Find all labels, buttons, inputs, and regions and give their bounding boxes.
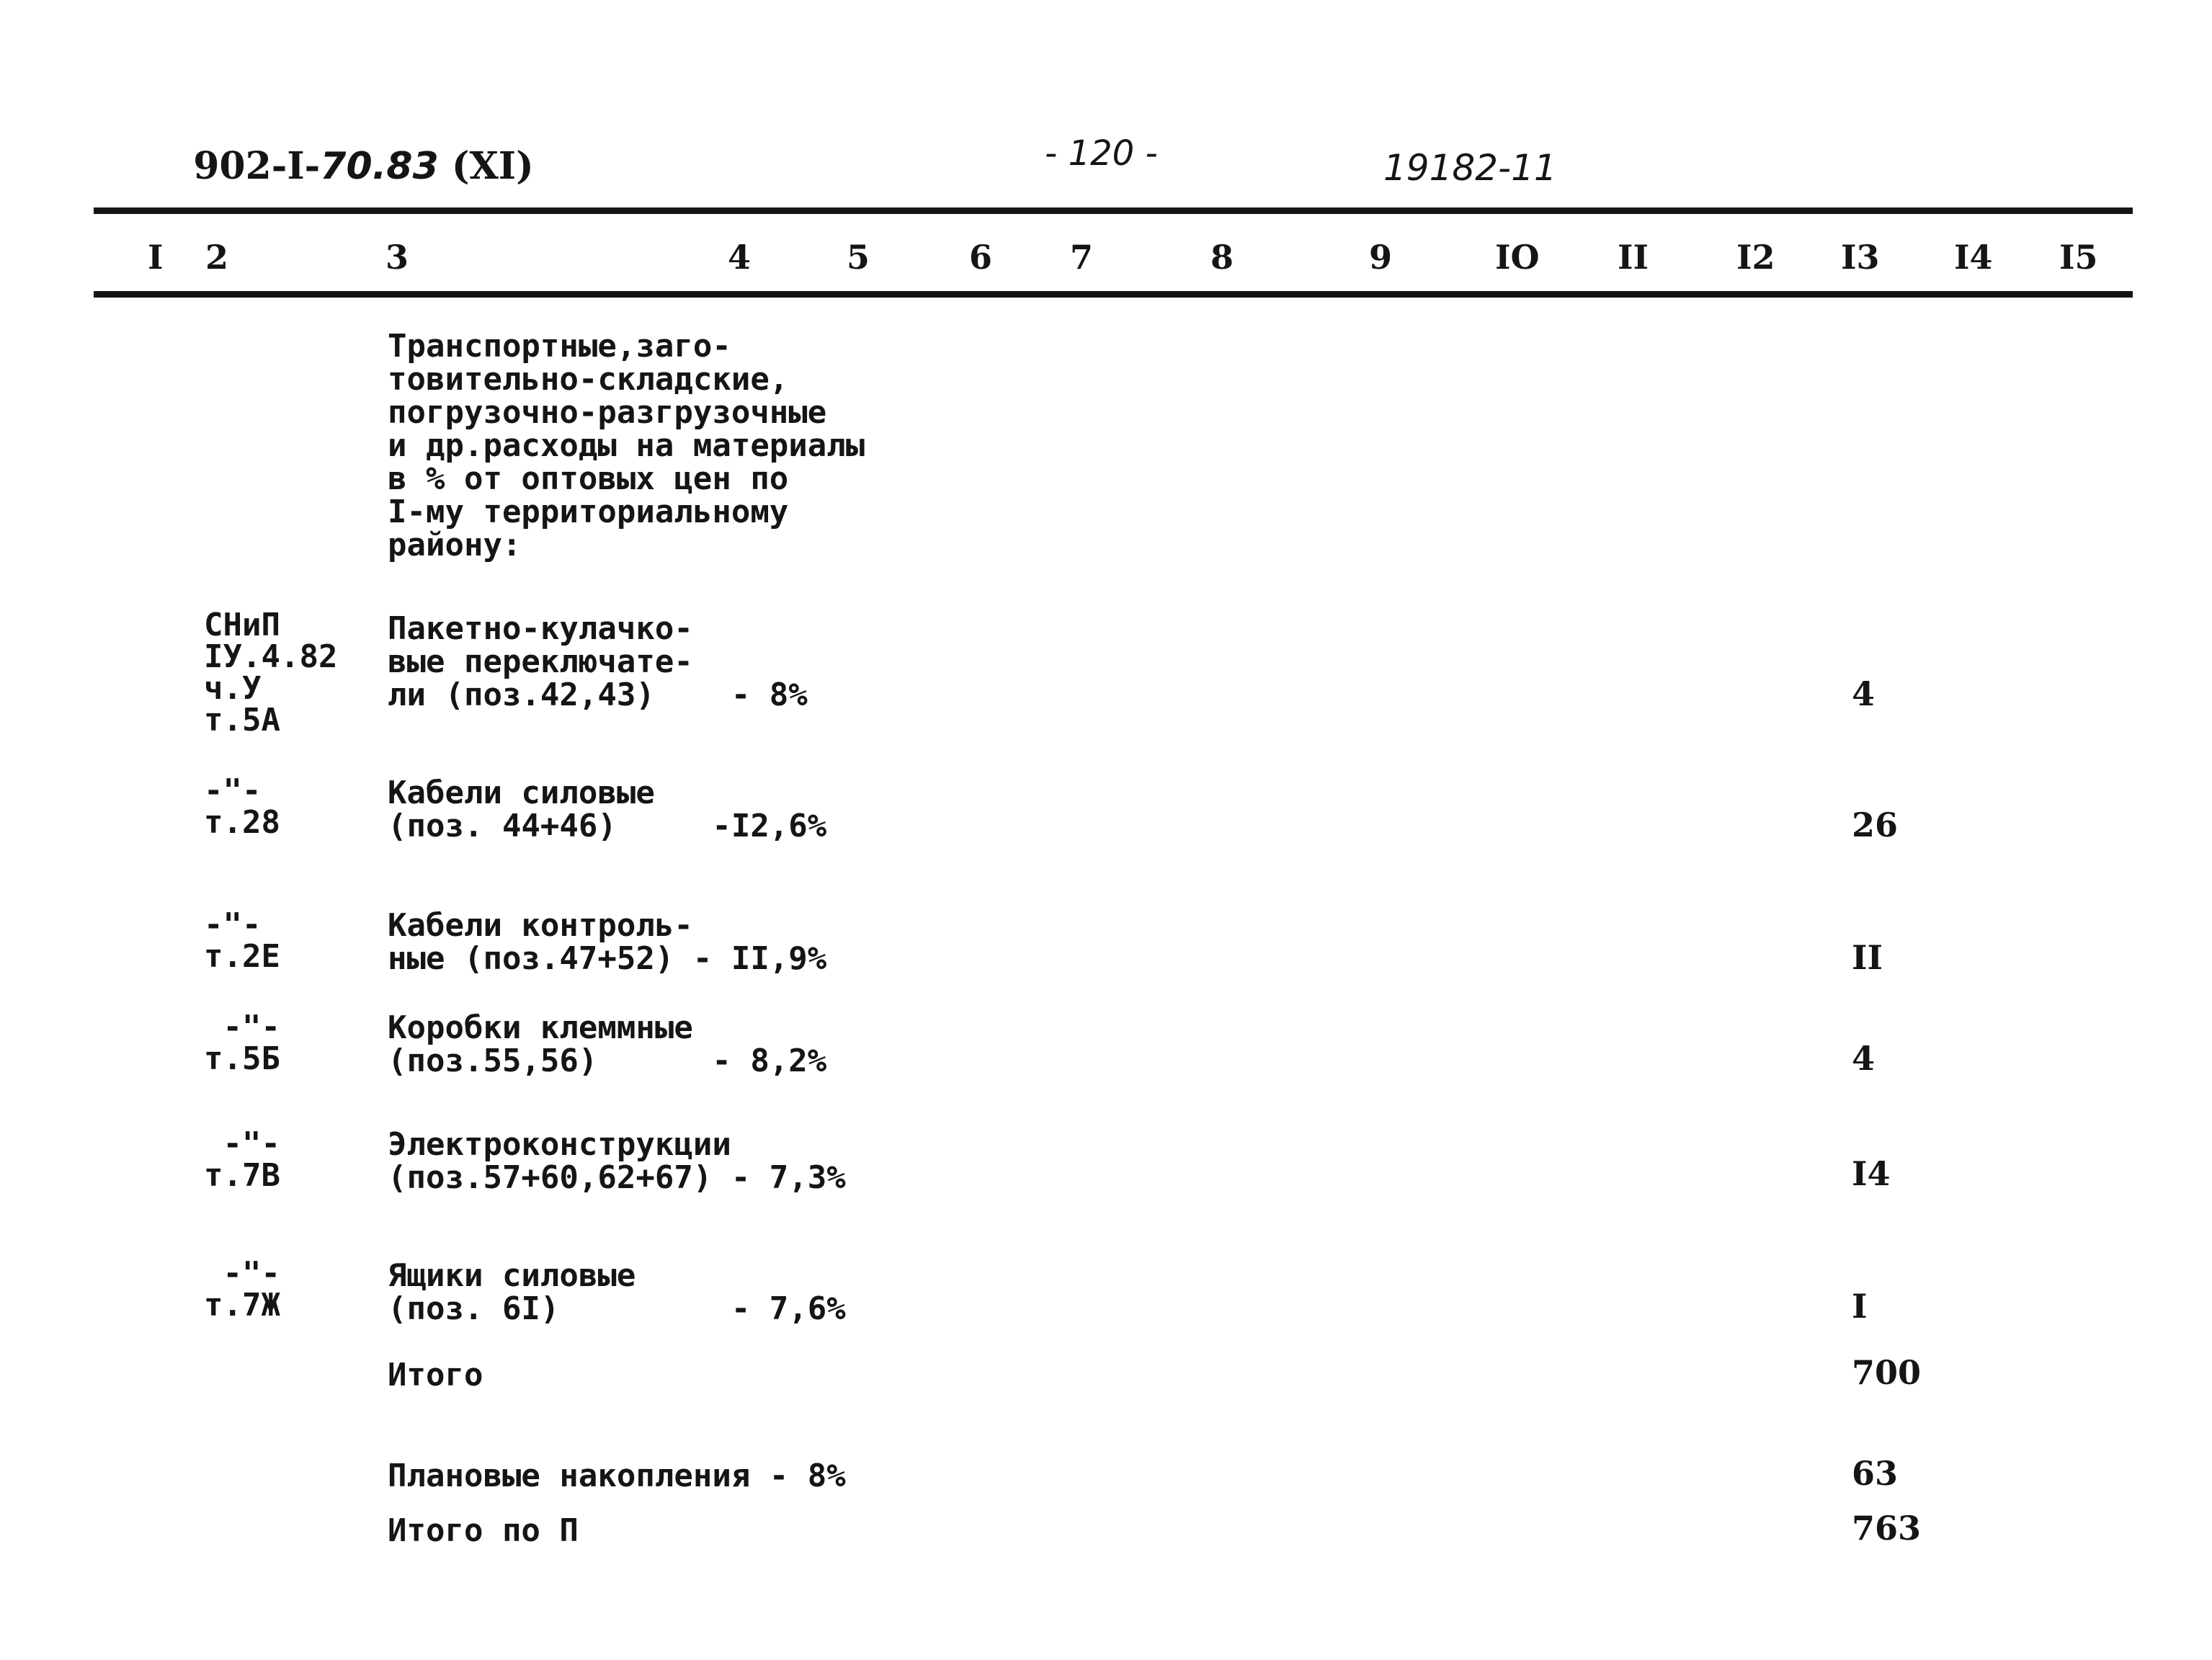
row-amount: I [1852, 1287, 1868, 1326]
inventory-number: 19182-11 [1383, 147, 1557, 189]
header-bottom-rule [94, 291, 2133, 298]
column-number: IO [1495, 238, 1540, 277]
page-number: - 120 - [1045, 133, 1158, 174]
row-amount: 4 [1852, 674, 1876, 713]
planned-accumulation-amount: 63 [1852, 1454, 1899, 1493]
column-number: I5 [2059, 238, 2098, 277]
column-number: 7 [1070, 238, 1094, 277]
row-reference: -"- т.28 [204, 772, 280, 841]
column-number: 9 [1369, 238, 1393, 277]
column-number: 8 [1210, 238, 1234, 277]
total-label: Итого [388, 1357, 483, 1393]
row-amount: 26 [1852, 806, 1899, 844]
row-reference: -"- т.7В [204, 1125, 280, 1194]
total-amount: 700 [1852, 1353, 1922, 1392]
row-description: Кабели контроль- ные (поз.47+52) - II,9% [388, 907, 827, 977]
column-number: I2 [1736, 238, 1775, 277]
row-amount: I4 [1852, 1154, 1891, 1193]
row-amount: 4 [1852, 1039, 1876, 1078]
column-number: I3 [1841, 238, 1880, 277]
row-description: Ящики силовые (поз. 6I) - 7,6% [388, 1257, 846, 1327]
grand-total-amount: 763 [1852, 1509, 1922, 1548]
row-reference: СНиП IУ.4.82 ч.У т.5А [204, 607, 338, 738]
column-number: I [148, 238, 164, 277]
column-number: 3 [385, 238, 409, 277]
document-code [167, 117, 534, 188]
row-reference: -"- т.7Ж [204, 1255, 280, 1324]
column-number: 5 [847, 238, 870, 277]
document-code-handwritten: 70.83 [320, 145, 439, 188]
column-number: 6 [969, 238, 993, 277]
document-code-printed: 902-I- [193, 144, 321, 188]
header-top-rule [94, 208, 2133, 214]
row-reference: -"- т.5Б [204, 1009, 280, 1077]
column-number: II [1618, 238, 1649, 277]
intro-text: Транспортные,заго- товительно-складские, погрузочно-разгрузочные и др.расходы на материалы в % от оптовых цен по I-му территориальному району: [388, 328, 865, 563]
column-number: I4 [1954, 238, 1993, 277]
row-reference: -"- т.2Е [204, 906, 280, 975]
row-description: Пакетно-кулачко- вые переключате- ли (поз.42,43) - 8% [388, 610, 808, 713]
planned-accumulation-label: Плановые накопления - 8% [388, 1458, 846, 1494]
document-section: (XI) [451, 144, 534, 188]
row-description: Электроконструкции (поз.57+60,62+67) - 7,3% [388, 1126, 846, 1196]
grand-total-label: Итого по П [388, 1512, 579, 1549]
row-description: Кабели силовые (поз. 44+46) -I2,6% [388, 775, 827, 844]
row-description: Коробки клеммные (поз.55,56) - 8,2% [388, 1009, 827, 1079]
row-amount: II [1852, 938, 1883, 977]
column-number: 4 [728, 238, 752, 277]
column-number: 2 [205, 238, 229, 277]
